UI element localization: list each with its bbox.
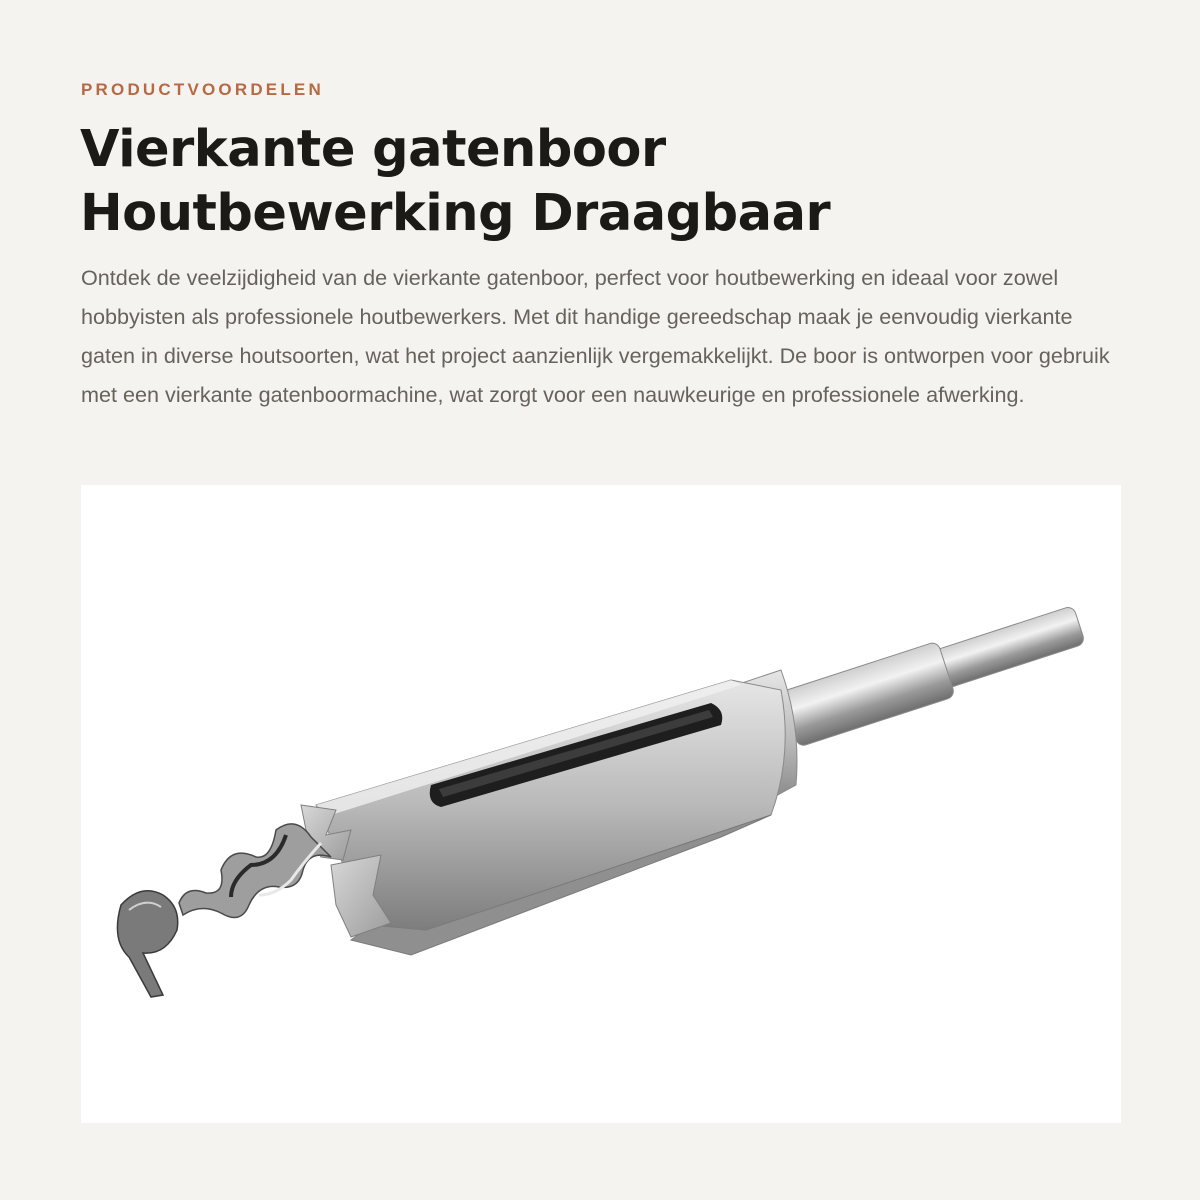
drill-shank — [781, 598, 1089, 747]
section-eyebrow: PRODUCTVOORDELEN — [81, 80, 324, 99]
product-description: Ontdek de veelzijdigheid van de vierkante gatenboor, perfect voor houtbewerking en ideaal voor zowel hobbyisten als professionele houtbewerkers. Met dit handige gereedschap maak je eenvoudig vierkante gaten in diverse houtsoorten, wat het project aanzienlijk vergemakkelijkt. De boor is ontworpen voor gebruik met een vierkante gatenboormachine, wat zorgt voor een nauwkeurige en professionele afwerking. — [81, 265, 1110, 407]
product-image — [81, 485, 1121, 1123]
product-title-line-2: Houtbewerking Draagbaar — [80, 184, 831, 243]
product-title — [80, 118, 1120, 246]
mortise-drill-bit-illustration — [81, 485, 1121, 1123]
auger-bit — [117, 824, 331, 997]
product-title-line-1: Vierkante gatenboor — [80, 120, 666, 179]
